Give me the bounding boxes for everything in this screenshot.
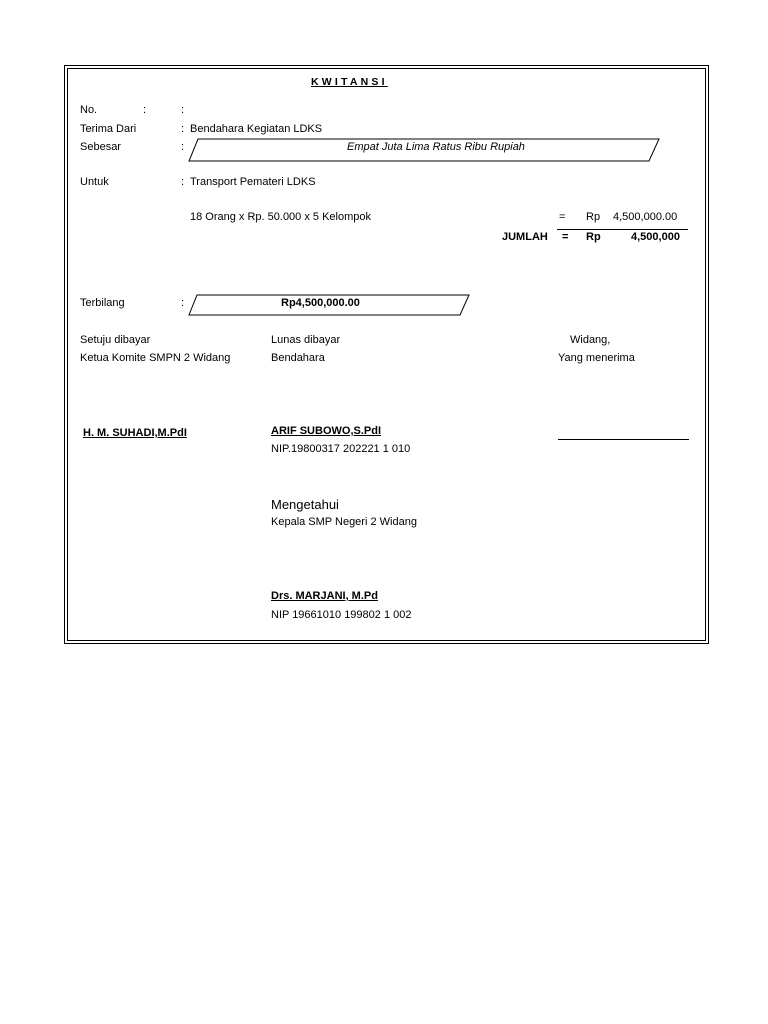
untuk-colon: : xyxy=(181,176,185,188)
jumlah-amount: 4,500,000 xyxy=(631,231,680,243)
jumlah-top-rule xyxy=(557,229,688,230)
jumlah-equals: = xyxy=(562,231,569,243)
no-colon-2: : xyxy=(181,104,185,116)
bendahara-name: ARIF SUBOWO,S.PdI xyxy=(271,425,381,437)
jumlah-currency: Rp xyxy=(586,231,601,243)
sebesar-value: Empat Juta Lima Ratus Ribu Rupiah xyxy=(347,141,525,153)
jumlah-label: JUMLAH xyxy=(502,231,548,243)
sebesar-label: Sebesar xyxy=(80,141,121,153)
yang-menerima-label: Yang menerima xyxy=(558,352,635,364)
kepala-sekolah-name: Drs. MARJANI, M.Pd xyxy=(271,590,378,602)
rincian-currency: Rp xyxy=(586,211,601,223)
bendahara-nip: NIP.19800317 202221 1 010 xyxy=(271,443,411,455)
rincian-equals: = xyxy=(559,211,566,223)
untuk-value: Transport Pemateri LDKS xyxy=(190,176,316,188)
penerima-signature-line xyxy=(558,439,689,440)
ketua-komite-name: H. M. SUHADI,M.PdI xyxy=(83,427,187,439)
rincian-description: 18 Orang x Rp. 50.000 x 5 Kelompok xyxy=(190,211,371,223)
no-colon-1: : xyxy=(143,104,147,116)
terbilang-colon: : xyxy=(181,297,185,309)
terima-dari-value: Bendahara Kegiatan LDKS xyxy=(190,123,323,135)
rincian-amount: 4,500,000.00 xyxy=(613,211,678,223)
terima-dari-label: Terima Dari xyxy=(80,123,137,135)
terima-dari-colon: : xyxy=(181,123,185,135)
mengetahui-heading: Mengetahui xyxy=(271,497,339,512)
no-label: No. xyxy=(80,104,98,116)
terbilang-label: Terbilang xyxy=(80,297,125,309)
lunas-dibayar-label: Lunas dibayar xyxy=(271,334,341,346)
receipt-title: KWITANSI xyxy=(311,76,388,88)
setuju-dibayar-label: Setuju dibayar xyxy=(80,334,151,346)
kepala-sekolah-nip: NIP 19661010 199802 1 002 xyxy=(271,609,412,621)
untuk-label: Untuk xyxy=(80,176,109,188)
bendahara-label: Bendahara xyxy=(271,352,325,364)
kepala-sekolah-position: Kepala SMP Negeri 2 Widang xyxy=(271,516,417,528)
terbilang-value: Rp4,500,000.00 xyxy=(281,297,360,309)
widang-label: Widang, xyxy=(570,334,611,346)
sebesar-colon: : xyxy=(181,141,185,153)
ketua-komite-label: Ketua Komite SMPN 2 Widang xyxy=(80,352,231,364)
